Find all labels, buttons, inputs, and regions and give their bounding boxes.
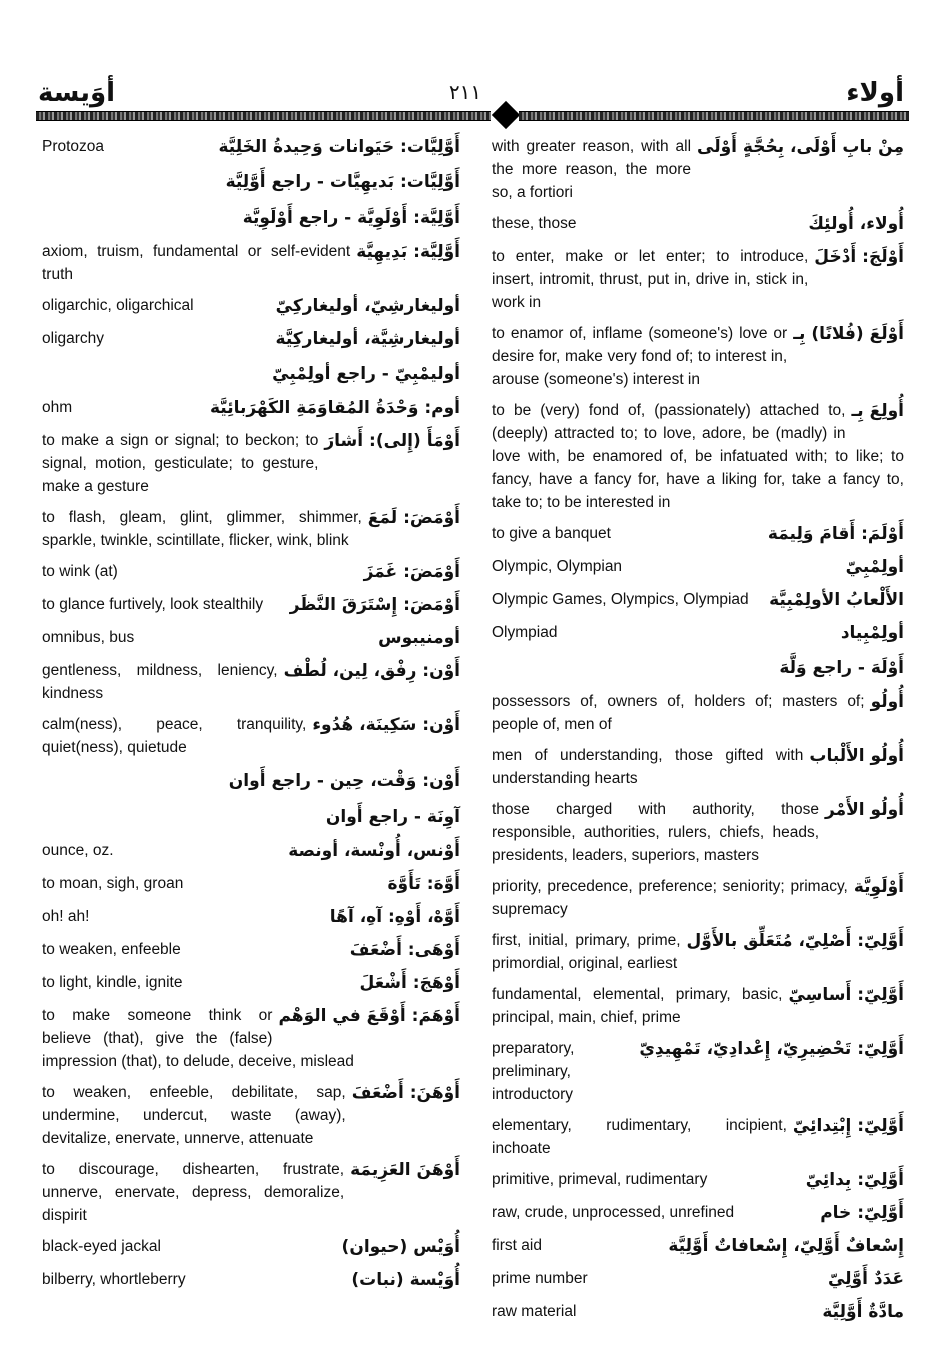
dictionary-entry [42,429,460,498]
arabic-headword: أومنيبوس [378,628,460,648]
english-definition: those charged with authority, those responsible, authorities, rulers, chiefs, heads, presidents, leaders, superiors, masters [492,801,820,864]
cross-reference-entry: أَوَّلِيَّة: أَوْلَوِيَّة - راجع أَوْلَوِيَّة [242,208,460,228]
dictionary-entry [492,1201,904,1226]
english-definition: gentleness, mildness, leniency, kindness [42,662,278,702]
cross-reference-entry: آوِنَة - راجع أَوان [325,807,460,827]
english-definition: Protozoa [42,138,105,155]
dictionary-entry [42,713,460,759]
arabic-headword: أَوْمَضَ: غَمَزَ [363,562,460,582]
arabic-headword: أَوْلَوِيَّة [853,877,904,897]
english-definition: to weaken, enfeeble, debilitate, sap, undermine, undercut, waste (away), devitalize, enervate, unnerve, attenuate [42,1084,346,1147]
arabic-headword: الأَلْعابُ الأولِمْبِيَّة [769,590,904,610]
dictionary-entry [42,396,460,421]
dictionary-entry [492,135,904,204]
page-number: ٢١١ [448,80,482,104]
english-definition: to make someone think or believe (that), give the (false) impression (that), to delude, deceive, mislead [42,1007,354,1070]
english-definition: ohm [42,399,73,416]
dictionary-entry [42,626,460,651]
arabic-headword: أوليغارشِيّ، أوليغاركِيّ [275,296,460,316]
arabic-headword: أوليغارشِيَّة، أوليغاركِيَّة [275,329,460,349]
english-definition: Olympiad [492,624,558,641]
dictionary-entry [492,1234,904,1259]
arabic-headword: أَوَّهْ، أَوْهِ: آهِ، آهًا [329,907,460,927]
dictionary-entry [492,212,904,237]
english-definition: omnibus, bus [42,629,135,646]
english-definition: to light, kindle, ignite [42,974,183,991]
english-definition: men of understanding, those gifted with understanding hearts [492,747,804,787]
arabic-headword: أَوَّلِيَّات: حَيَوانات وَحِيدةُ الخَلِيَّة [218,137,460,157]
header-diamond-ornament [492,101,520,129]
arabic-headword: أَوْن: رِفْق، لِين، لُطْف [283,661,460,681]
arabic-headword: أَوْهَنَ العَزِيمَة [350,1160,460,1180]
cross-reference-entry: أَوْن: وَقْت، حِين - راجع أَوان [228,771,460,791]
cross-reference-entry: أَوْلَهَ - راجع وَلَّهَ [779,658,904,678]
dictionary-entry [492,1114,904,1160]
left-column [42,135,460,1301]
dictionary-entry [492,1037,904,1106]
arabic-headword: أولِمْبِيّ [845,557,904,577]
dictionary-entry [492,798,904,867]
english-definition: bilberry, whortleberry [42,1271,186,1288]
arabic-headword: أَوْهَمَ: أَوْقَعَ في الوَهْم [278,1006,460,1026]
english-definition: oligarchic, oligarchical [42,297,194,314]
arabic-headword: مِنْ بابِ أَوْلَى، بِحُجَّةٍ أَوْلَى [697,137,904,157]
dictionary-entry [492,690,904,736]
english-definition: primitive, primeval, rudimentary [492,1171,708,1188]
arabic-headword: أَوَّلِيّ: تَحْضِيرِيّ، إِعْدادِيّ، تَمْهِيدِيّ [639,1039,904,1059]
dictionary-entry [42,135,460,160]
dictionary-entry [492,929,904,975]
header-guide-word-right: أولاء [846,78,904,108]
english-definition: fundamental, elemental, primary, basic, principal, main, chief, prime [492,986,783,1026]
arabic-headword: أَوَّلِيَّة: بَدِيهِيَّة [356,242,460,262]
arabic-headword: أُولِعَ بِـ [851,401,904,421]
english-definition: oh! ah! [42,908,90,925]
arabic-headword: أَوْمَضَ: لَمَعَ [367,508,460,528]
dictionary-entry [42,938,460,963]
arabic-headword: أُوَيْسة (نبات) [351,1270,460,1290]
english-definition: to enamor of, inflame (someone's) love or desire for, make very fond of; to interest in, arouse (someone's) interest in [492,325,788,388]
english-definition: preparatory, preliminary, introductory [492,1040,575,1103]
cross-reference-entry: أَوَّلِيَّات: بَديهِيَّات - راجع أَوَّلِيَّة [225,172,460,192]
dictionary-entry [42,872,460,897]
arabic-headword: أَوْن: سَكِينَة، هُدُوء [312,715,460,735]
english-definition: to make a sign or signal; to beckon; to signal, motion, gesticulate; to gesture, make a gesture [42,432,319,495]
dictionary-entry [42,1158,460,1227]
english-definition: possessors of, owners of, holders of; masters of; people of, men of [492,693,865,733]
english-definition: to glance furtively, look stealthily [42,596,264,613]
english-definition: to flash, gleam, glint, glimmer, shimmer, sparkle, twinkle, scintillate, flicker, wink, blink [42,509,362,549]
english-definition: with greater reason, with all the more reason, the more so, a fortiori [492,138,692,201]
english-definition: to wink (at) [42,563,118,580]
english-definition: black-eyed jackal [42,1238,161,1255]
dictionary-entry [492,322,904,391]
dictionary-entry [492,399,904,514]
english-definition: priority, precedence, preference; seniority; primacy, supremacy [492,878,848,918]
arabic-headword: أَوَّلِيّ: بِدائِيّ [805,1170,904,1190]
english-definition: first, initial, primary, prime, primordial, original, earliest [492,932,681,972]
dictionary-entry [42,971,460,996]
english-definition: to discourage, dishearten, frustrate, unnerve, enervate, depress, demoralize, dispirit [42,1161,345,1224]
english-definition: ounce, oz. [42,842,114,859]
english-definition: first aid [492,1237,542,1254]
arabic-headword: أَوَّلِيّ: أَساسِيّ [788,985,904,1005]
arabic-headword: مادَّةٌ أَوَّلِيَّة [822,1302,904,1322]
dictionary-entry [42,1081,460,1150]
arabic-headword: أُوَيْس (حيوان) [341,1237,460,1257]
arabic-headword: أَوْلَجَ: أَدْخَلَ [814,247,904,267]
english-definition: oligarchy [42,330,105,347]
dictionary-entry [42,659,460,705]
english-definition: Olympic Games, Olympics, Olympiad [492,591,749,608]
dictionary-entry [42,240,460,286]
arabic-headword: أَوْهَجَ: أَشْعَلَ [359,973,460,993]
header-guide-word-left: أوَيسة [38,78,116,108]
dictionary-entry [42,1268,460,1293]
english-definition: elementary, rudimentary, incipient, inchoate [492,1117,787,1157]
dictionary-entry [492,555,904,580]
english-definition: to moan, sigh, groan [42,875,184,892]
english-definition: axiom, truism, fundamental or self-evident truth [42,243,351,283]
english-definition: raw, crude, unprocessed, unrefined [492,1204,735,1221]
arabic-headword: أَوْلَمَ: أَقامَ وَلِيمَة [767,524,904,544]
english-definition: to weaken, enfeeble [42,941,181,958]
dictionary-entry [42,1235,460,1260]
dictionary-entry [42,839,460,864]
dictionary-entry [42,905,460,930]
arabic-headword: أَوْهَنَ: أَضْعَفَ [351,1083,460,1103]
dictionary-entry [492,1168,904,1193]
dictionary-entry [42,506,460,552]
dictionary-entry [492,983,904,1029]
right-column [492,135,904,1333]
arabic-headword: أَوْنس، أُونْسة، أونصة [288,841,460,861]
arabic-headword: عَدَدٌ أَوَّلِيّ [827,1269,904,1289]
dictionary-entry [492,875,904,921]
arabic-headword: أَوَّلِيّ: أَصْلِيّ، مُتَعَلِّق بالأَوَّل [686,931,904,951]
arabic-headword: أَوْلَعَ (فُلانًا) بِـ [793,324,904,344]
dictionary-entry [42,294,460,319]
dictionary-entry [492,1267,904,1292]
english-definition: to give a banquet [492,525,611,542]
dictionary-entry [492,245,904,314]
arabic-headword: أَوَّلِيّ: إِبْتِدائِيّ [792,1116,904,1136]
english-definition: Olympic, Olympian [492,558,623,575]
arabic-headword: أَوَّهَ: تَأَوَّهَ [387,874,460,894]
arabic-headword: أُولُو الأَلْباب [809,746,904,766]
dictionary-entry [42,593,460,618]
arabic-headword: أوم: وَحْدَةُ المُقاوَمَةِ الكَهْرَبائِيَّة [209,398,460,418]
cross-reference-entry: أوليمْبِيّ - راجع أولِمْبِيّ [272,364,460,384]
arabic-headword: إِسْعافٌ أَوَّلِيّ، إِسْعافاتٌ أَوَّلِيَّة [668,1236,904,1256]
dictionary-entry [42,560,460,585]
arabic-headword: أولِمْبِياد [840,623,904,643]
english-definition: calm(ness), peace, tranquility, quiet(ness), quietude [42,716,307,756]
arabic-headword: أُولُو [870,692,904,712]
arabic-headword: أُولُو الأَمْر [825,800,904,820]
dictionary-entry [492,1300,904,1325]
english-definition: these, those [492,215,577,232]
dictionary-entry [492,621,904,646]
dictionary-entry [42,327,460,352]
header-rule-right [519,111,909,121]
arabic-headword: أَوْمَضَ: إِسْتَرَقَ النَّظَر [289,595,460,615]
arabic-headword: أَوَّلِيّ: خام [820,1203,904,1223]
dictionary-entry [492,522,904,547]
english-definition: prime number [492,1270,588,1287]
arabic-headword: أُولاء، أُولئِكَ [808,214,904,234]
dictionary-entry [492,744,904,790]
english-definition: raw material [492,1303,577,1320]
arabic-headword: أَوْمَأَ (إِلى): أَشارَ [324,431,460,451]
header-rule-left [36,111,491,121]
english-definition: to be (very) fond of, (passionately) attached to, (deeply) attracted to; to love, adore, be (madly) in love with, be enamored of, be infatuated with; to like; to fancy, have a fancy for, have a liking for, take a fancy to, take to; to be interested in [492,402,904,511]
dictionary-entry [492,588,904,613]
arabic-headword: أَوْهَى: أَضْعَفَ [349,940,460,960]
dictionary-entry [42,1004,460,1073]
english-definition: to enter, make or let enter; to introduce, insert, intromit, thrust, put in, drive in, stick in, work in [492,248,809,311]
